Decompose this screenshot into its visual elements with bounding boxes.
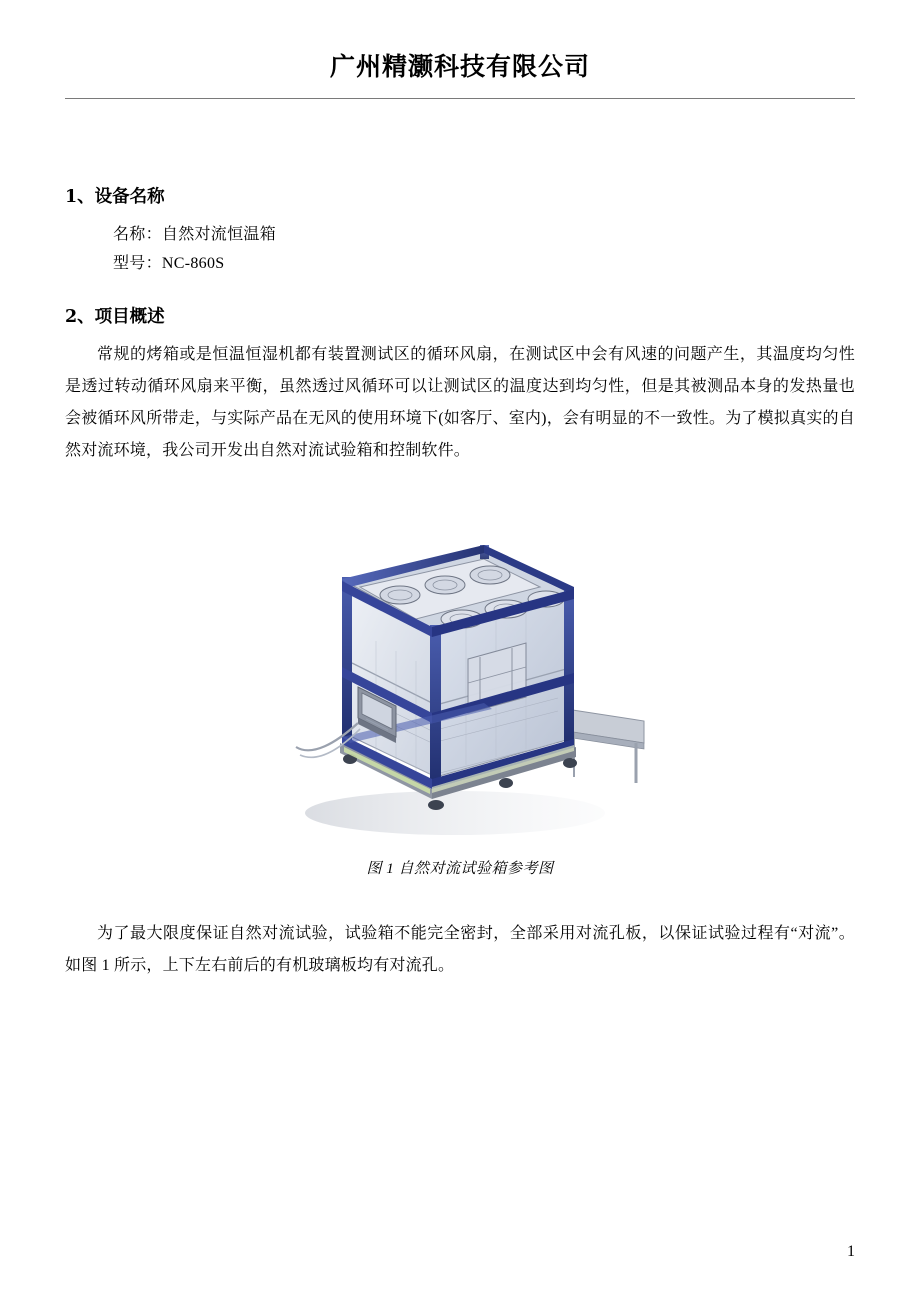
section-heading-project-overview: 2、项目概述 [65, 306, 165, 327]
document-body [65, 185, 855, 982]
header-divider [65, 98, 855, 99]
page-header [65, 52, 855, 82]
page-number: 1 [847, 1243, 855, 1260]
company-title: 广州精灏科技有限公司 [329, 52, 590, 81]
figure-block [65, 491, 855, 878]
equipment-name-line: 名称：自然对流恒温箱 [113, 225, 277, 243]
equipment-model-line: 型号：NC-860S [113, 255, 225, 273]
project-overview-paragraph: 常规的烤箱或是恒温恒湿机都有装置测试区的循环风扇，在测试区中会有风速的问题产生，其温度均匀性是透过转动循环风扇来平衡，虽然透过风循环可以让测试区的温度达到均匀性，但是其被测品本身的发热量也会被循环风所带走，与实际产品在无风的使用环境下(如客厅、室内)，会有明显的不一致性。为了模拟真实的自然对流环境，我公司开发出自然对流试验箱和控制软件。 [65, 346, 855, 460]
closing-paragraph: 为了最大限度保证自然对流试验，试验箱不能完全密封，全部采用对流孔板，以保证试验过程有“对流”。如图 1 所示，上下左右前后的有机玻璃板均有对流孔。 [65, 925, 855, 975]
figure-caption: 图 1 自然对流试验箱参考图 [366, 861, 554, 878]
section-heading-equipment-name: 1、设备名称 [65, 187, 165, 207]
natural-convection-test-chamber-render [240, 491, 680, 851]
